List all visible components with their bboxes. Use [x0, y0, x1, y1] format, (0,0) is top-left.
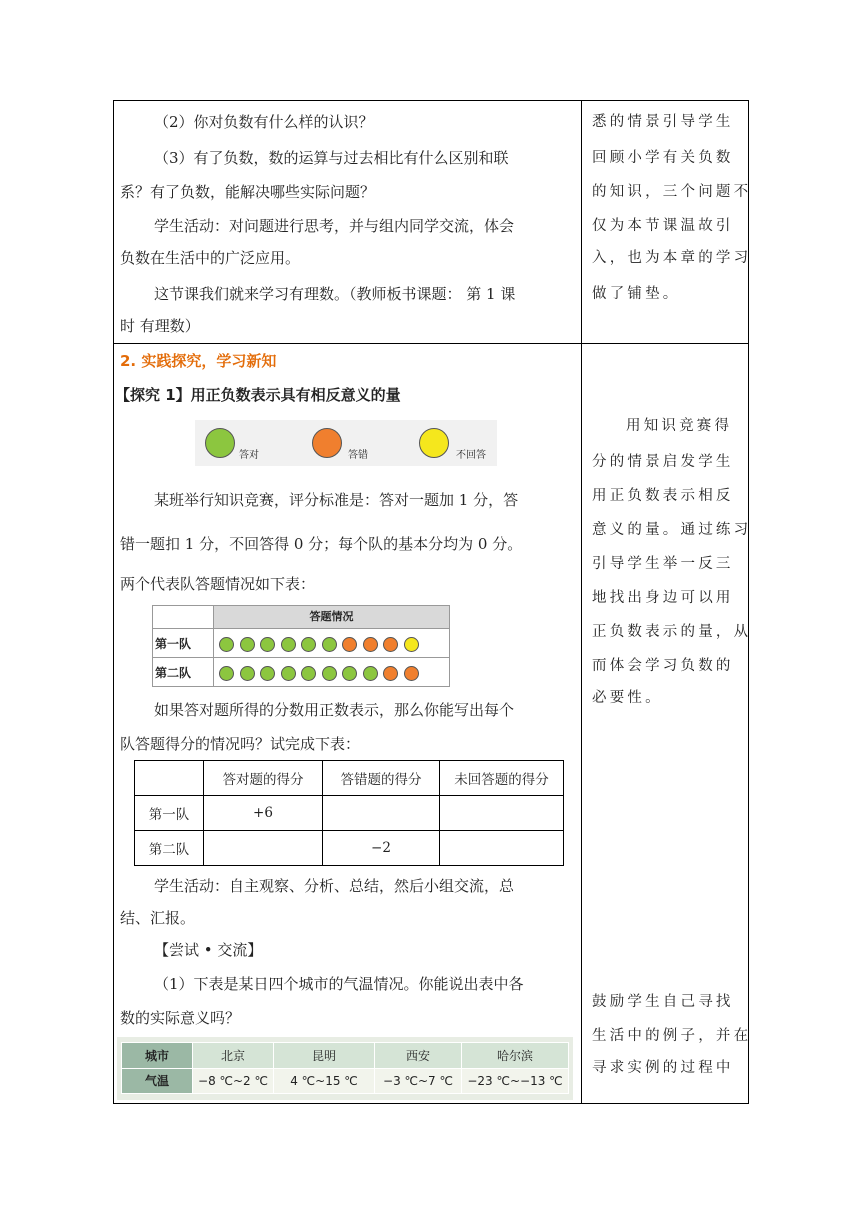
contest-text-line-1: 某班举行知识竞赛，评分标准是：答对一题加 1 分，答: [154, 491, 519, 509]
section-heading: 2. 实践探究，学习新知: [120, 352, 277, 370]
table-header-cell: 西安: [375, 1043, 462, 1069]
note-line: 的知识，三个问题不: [592, 184, 752, 200]
contest-text-line-2: 错一题扣 1 分，不回答得 0 分；每个队的基本分均为 0 分。: [120, 535, 523, 553]
team-2-faces: [219, 663, 424, 682]
sad-face-icon: [342, 637, 357, 652]
table-cell: −3 ℃~7 ℃: [375, 1068, 462, 1094]
table-cell: −2: [323, 831, 440, 866]
table-cell: [440, 831, 564, 866]
answer-table-header: 答题情况: [213, 606, 449, 628]
sad-face-icon: [363, 637, 378, 652]
table-header-cell: 未回答题的得分: [440, 761, 564, 796]
table-cell: [204, 831, 323, 866]
table-cell: 4 ℃~15 ℃: [274, 1068, 375, 1094]
happy-face-icon: [219, 637, 234, 652]
answer-situation-table: [152, 605, 450, 687]
note-line: 入，也为本章的学习: [592, 250, 752, 266]
table-cell: [440, 796, 564, 831]
try-question-line-1: （1）下表是某日四个城市的气温情况。你能说出表中各: [154, 975, 524, 993]
team-1-faces: [219, 634, 424, 653]
table-header-cell: 城市: [122, 1043, 193, 1069]
student-activity-line-1: 学生活动：对问题进行思考，并与组内同学交流，体会: [154, 217, 515, 235]
happy-face-icon: [219, 666, 234, 681]
table-cell: [323, 796, 440, 831]
topic-line-1: 这节课我们就来学习有理数。（教师板书课题： 第 1 课: [154, 285, 516, 303]
table-cell: 第一队: [135, 796, 204, 831]
temperature-table-image: [117, 1037, 573, 1100]
note-line: 回顾小学有关负数: [592, 150, 734, 166]
happy-face-icon: [205, 428, 235, 458]
activity-2-line-1: 学生活动：自主观察、分析、总结，然后小组交流，总: [154, 877, 515, 895]
table-header-cell: 哈尔滨: [462, 1043, 569, 1069]
face-label: 不回答: [456, 450, 486, 461]
happy-face-icon: [342, 666, 357, 681]
table-header-cell: 北京: [193, 1043, 274, 1069]
sad-face-icon: [383, 666, 398, 681]
topic-line-2: 时 有理数）: [120, 317, 200, 335]
table-header-cell: 昆明: [274, 1043, 375, 1069]
faces-legend: [195, 420, 497, 466]
happy-face-icon: [260, 637, 275, 652]
table-header-cell: 答对题的得分: [204, 761, 323, 796]
note-line: 仅为本节课温故引: [592, 218, 734, 234]
happy-face-icon: [240, 666, 255, 681]
table-header-cell: 答错题的得分: [323, 761, 440, 796]
happy-face-icon: [301, 637, 316, 652]
note-line: 意义的量。通过练习: [592, 522, 752, 538]
note-line: 寻求实例的过程中: [592, 1060, 734, 1076]
happy-face-icon: [281, 637, 296, 652]
happy-face-icon: [301, 666, 316, 681]
neutral-face-icon: [404, 637, 419, 652]
note-line: 必要性。: [592, 690, 663, 706]
note-line: 用知识竞赛得: [626, 418, 733, 434]
happy-face-icon: [322, 666, 337, 681]
note-line: 做了铺垫。: [592, 286, 681, 302]
team-2-label: 第二队: [155, 666, 192, 680]
neutral-face-icon: [419, 428, 449, 458]
try-exchange-title: 【尝试 • 交流】: [154, 941, 263, 959]
student-activity-line-2: 负数在生活中的广泛应用。: [120, 249, 301, 267]
question-text-line-2: 队答题得分的情况吗？试完成下表：: [120, 735, 361, 753]
note-line: 分的情景启发学生: [592, 454, 734, 470]
note-line: 悉的情景引导学生: [592, 114, 734, 130]
question-3-line-2: 系？有了负数，能解决哪些实际问题？: [120, 183, 376, 201]
happy-face-icon: [363, 666, 378, 681]
face-label: 答错: [348, 450, 368, 461]
note-line: 而体会学习负数的: [592, 658, 734, 674]
question-3-line-1: （3）有了负数，数的运算与过去相比有什么区别和联: [154, 149, 509, 167]
activity-2-line-2: 结、汇报。: [120, 909, 196, 927]
team-1-label: 第一队: [155, 637, 192, 651]
happy-face-icon: [281, 666, 296, 681]
temperature-table: [121, 1042, 569, 1094]
column-divider: [581, 101, 582, 1103]
note-line: 鼓励学生自己寻找: [592, 994, 734, 1010]
score-table: [134, 760, 564, 866]
contest-text-line-3: 两个代表队答题情况如下表：: [120, 575, 316, 593]
question-text-line-1: 如果答对题所得的分数用正数表示，那么你能写出每个: [154, 701, 515, 719]
table-cell: 第二队: [135, 831, 204, 866]
question-2: （2）你对负数有什么样的认识？: [154, 113, 374, 131]
sad-face-icon: [383, 637, 398, 652]
table-cell: −23 ℃~−13 ℃: [462, 1068, 569, 1094]
happy-face-icon: [322, 637, 337, 652]
table-cell: −8 ℃~2 ℃: [193, 1068, 274, 1094]
row-divider: [114, 343, 748, 344]
table-header-cell: [135, 761, 204, 796]
sad-face-icon: [312, 428, 342, 458]
table-cell: 气温: [122, 1068, 193, 1094]
note-line: 生活中的例子，并在: [592, 1028, 752, 1044]
sad-face-icon: [404, 666, 419, 681]
note-line: 地找出身边可以用: [592, 590, 734, 606]
note-line: 正负数表示的量，从: [592, 624, 752, 640]
happy-face-icon: [260, 666, 275, 681]
note-line: 引导学生举一反三: [592, 556, 734, 572]
face-label: 答对: [239, 450, 259, 461]
happy-face-icon: [240, 637, 255, 652]
note-line: 用正负数表示相反: [592, 488, 734, 504]
try-question-line-2: 数的实际意义吗？: [120, 1009, 241, 1027]
table-cell: +6: [204, 796, 323, 831]
explore-1-title: 【探究 1】用正负数表示具有相反意义的量: [115, 386, 401, 404]
